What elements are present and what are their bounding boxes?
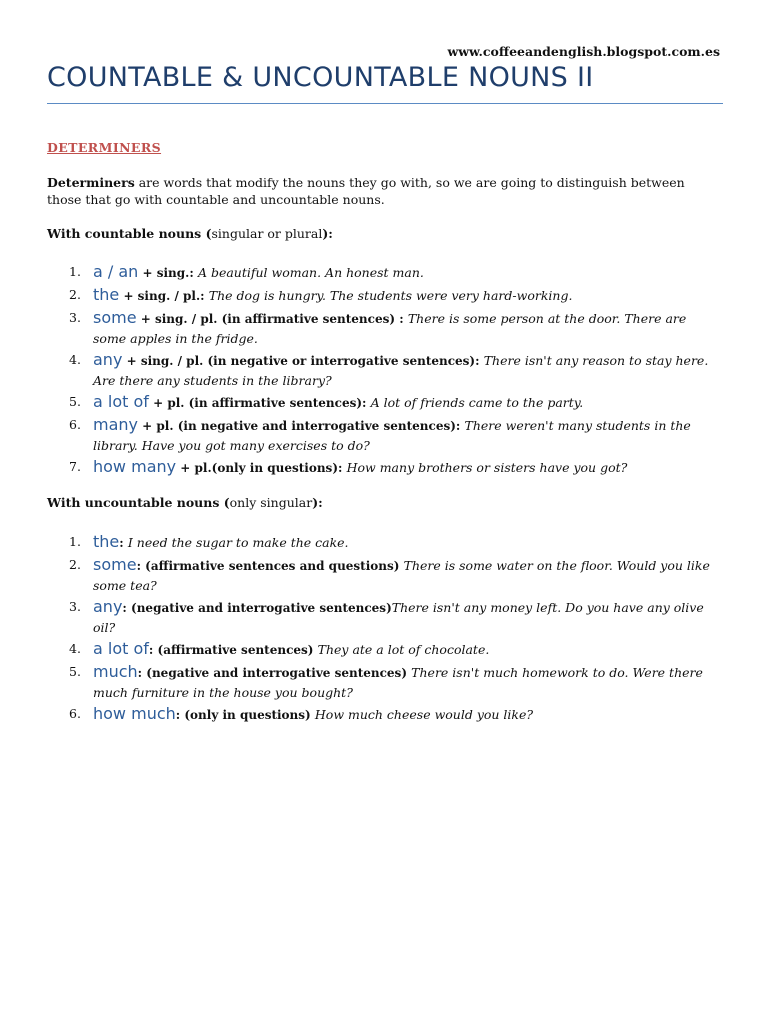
- item-number: 3.: [69, 310, 81, 325]
- list-item: [47, 415, 723, 455]
- item-example: There isn't any reason to stay here. Are there any students in the library?: [93, 353, 709, 388]
- item-rule: + pl.(only in questions):: [176, 461, 347, 475]
- item-term: much: [93, 662, 138, 681]
- intro-text: are words that modify the nouns they go with, so we are going to distinguish between those that go with countable and uncountable nouns.: [47, 175, 685, 207]
- item-term: a / an: [93, 262, 139, 281]
- item-term: a lot of: [93, 639, 149, 658]
- item-example: There is some water on the floor. Would you like some tea?: [93, 558, 710, 593]
- item-term: many: [93, 415, 138, 434]
- item-number: 5.: [69, 664, 81, 679]
- item-rule: + pl. (in affirmative sentences):: [148, 396, 371, 410]
- list-item: [47, 704, 723, 725]
- item-number: 3.: [69, 599, 81, 614]
- item-example: I need the sugar to make the cake.: [127, 535, 349, 550]
- countable-heading: [47, 226, 333, 241]
- uncountable-heading-normal: only singular: [229, 495, 313, 510]
- item-rule: : (negative and interrogative sentences): [122, 601, 392, 615]
- item-rule: + pl. (in negative and interrogative sentences):: [138, 419, 465, 433]
- item-rule: + sing. / pl. (in affirmative sentences) :: [136, 312, 408, 326]
- item-example: There is some person at the door. There are some apples in the fridge.: [93, 311, 687, 346]
- countable-list: [47, 262, 723, 480]
- uncountable-heading-bold-a: With uncountable nouns (: [47, 495, 230, 510]
- item-number: 2.: [69, 287, 81, 302]
- item-example: There isn't much homework to do. Were there much furniture in the house you bought?: [93, 665, 703, 700]
- item-term: the: [93, 532, 120, 551]
- intro-bold-term: Determiners: [47, 175, 135, 190]
- title-divider: [47, 103, 723, 104]
- item-example: A lot of friends came to the party.: [370, 395, 584, 410]
- item-rule: : (negative and interrogative sentences): [137, 666, 412, 680]
- item-number: 6.: [69, 706, 81, 721]
- item-term: the: [93, 285, 120, 304]
- item-term: any: [93, 597, 123, 616]
- item-number: 7.: [69, 459, 81, 474]
- section-heading-determiners: DETERMINERS: [47, 140, 162, 155]
- page-title: COUNTABLE & UNCOUNTABLE NOUNS II: [47, 62, 594, 93]
- item-rule: : (only in questions): [175, 708, 315, 722]
- item-rule: : (affirmative sentences and questions): [136, 559, 404, 573]
- list-item: [47, 457, 723, 478]
- item-term: how many: [93, 457, 177, 476]
- item-rule: + sing.:: [138, 266, 198, 280]
- item-number: 4.: [69, 352, 81, 367]
- site-url: www.coffeeandenglish.blogspot.com.es: [447, 44, 720, 59]
- countable-heading-normal: singular or plural: [211, 226, 323, 241]
- item-example: How much cheese would you like?: [314, 707, 534, 722]
- list-item: [47, 285, 723, 306]
- item-number: 4.: [69, 641, 81, 656]
- item-rule: :: [119, 536, 128, 550]
- countable-heading-bold-a: With countable nouns (: [47, 226, 212, 241]
- item-number: 6.: [69, 417, 81, 432]
- item-number: 5.: [69, 394, 81, 409]
- list-item: [47, 662, 723, 702]
- item-number: 1.: [69, 534, 81, 549]
- list-item: [47, 597, 723, 637]
- list-item: [47, 350, 723, 390]
- item-term: a lot of: [93, 392, 149, 411]
- item-rule: + sing. / pl. (in negative or interrogative sentences):: [122, 354, 484, 368]
- item-example: There weren't many students in the library. Have you got many exercises to do?: [93, 418, 691, 453]
- list-item: [47, 308, 723, 348]
- item-number: 1.: [69, 264, 81, 279]
- list-item: [47, 262, 723, 283]
- list-item: [47, 392, 723, 413]
- item-example: How many brothers or sisters have you got?: [346, 460, 628, 475]
- item-example: A beautiful woman. An honest man.: [197, 265, 424, 280]
- list-item: [47, 532, 723, 553]
- uncountable-heading: [47, 495, 323, 510]
- item-rule: : (affirmative sentences): [148, 643, 318, 657]
- item-example: The dog is hungry. The students were very hard-working.: [208, 288, 573, 303]
- item-term: how much: [93, 704, 176, 723]
- list-item: [47, 639, 723, 660]
- item-example: They ate a lot of chocolate.: [317, 642, 490, 657]
- item-term: any: [93, 350, 123, 369]
- item-term: some: [93, 308, 137, 327]
- item-term: some: [93, 555, 137, 574]
- item-example: There isn't any money left. Do you have any olive oil?: [93, 600, 704, 635]
- intro-paragraph: [47, 174, 723, 208]
- list-item: [47, 555, 723, 595]
- item-rule: + sing. / pl.:: [119, 289, 209, 303]
- uncountable-heading-bold-b: ):: [312, 495, 323, 510]
- uncountable-list: [47, 532, 723, 727]
- item-number: 2.: [69, 557, 81, 572]
- countable-heading-bold-b: ):: [322, 226, 333, 241]
